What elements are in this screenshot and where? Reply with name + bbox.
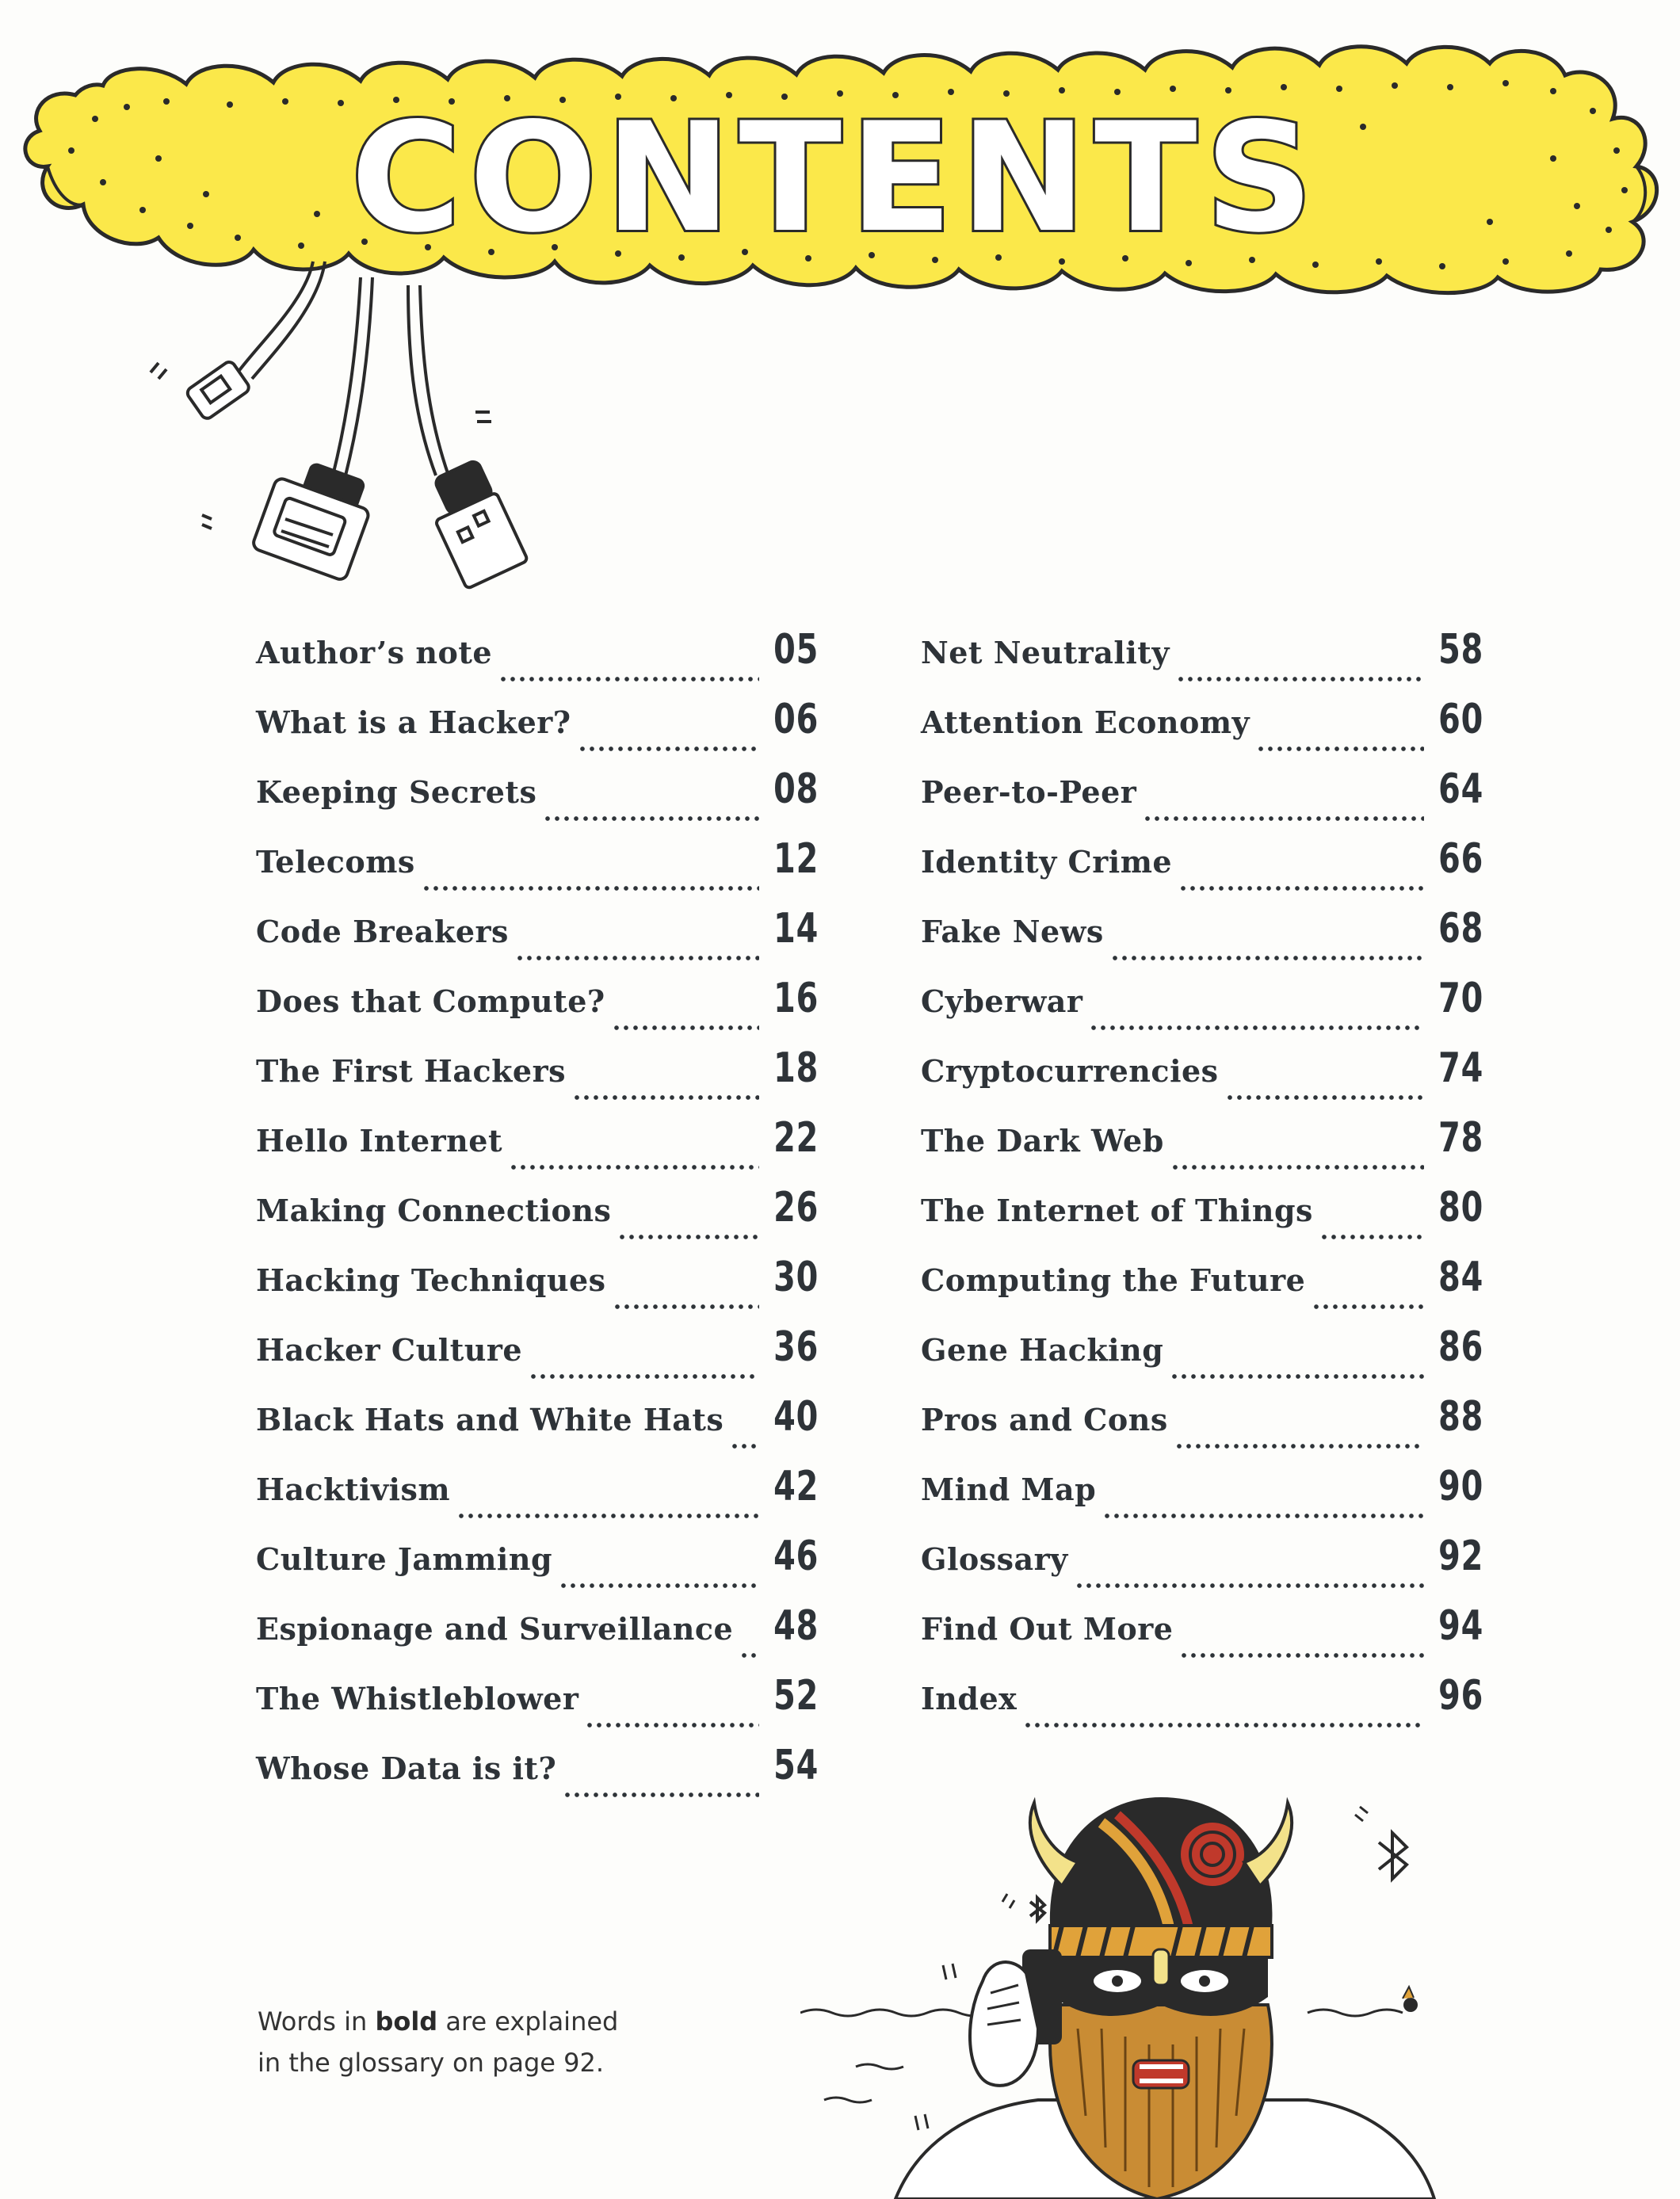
viking-hacker-illustration — [800, 1767, 1514, 2199]
toc-leader-dots — [612, 1025, 759, 1030]
toc-entry-title: Gene Hacking — [921, 1332, 1164, 1368]
toc-entry[interactable] — [256, 696, 819, 765]
toc-entry[interactable] — [256, 765, 819, 835]
toc-entry-page: 18 — [773, 1044, 819, 1092]
toc-entry[interactable] — [256, 1254, 819, 1323]
hand — [970, 1962, 1038, 2086]
toc-entry-page: 08 — [773, 765, 819, 813]
toc-entry-title: Keeping Secrets — [256, 774, 537, 810]
toc-entry[interactable] — [921, 1114, 1483, 1184]
toc-entry[interactable] — [256, 1393, 819, 1463]
toc-entry[interactable] — [921, 1672, 1483, 1742]
toc-entry[interactable] — [256, 1323, 819, 1393]
toc-leader-dots — [1143, 816, 1424, 821]
toc-entry-title: Computing the Future — [921, 1262, 1306, 1298]
toc-entry[interactable] — [921, 696, 1483, 765]
toc-entry-page: 78 — [1438, 1114, 1483, 1162]
toc-entry-title: The Dark Web — [921, 1123, 1164, 1159]
toc-entry[interactable] — [256, 1463, 819, 1533]
toc-entry-page: 96 — [1438, 1672, 1483, 1720]
ethernet-plug-icon — [151, 360, 251, 421]
toc-entry-title: Cyberwar — [921, 983, 1083, 1019]
cables — [238, 262, 449, 475]
toc-leader-dots — [1256, 746, 1424, 751]
toc-entry-title: Index — [921, 1681, 1018, 1716]
toc-leader-dots — [730, 1444, 759, 1449]
toc-entry-title: Culture Jamming — [256, 1541, 553, 1577]
toc-leader-dots — [739, 1653, 759, 1658]
toc-entry-title: Fake News — [921, 914, 1104, 949]
toc-entry-title: Pros and Cons — [921, 1402, 1168, 1437]
toc-entry-title: The Whistleblower — [256, 1681, 579, 1716]
toc-leader-dots — [559, 1583, 759, 1588]
toc-entry-page: 58 — [1438, 626, 1483, 674]
toc-entry[interactable] — [256, 1184, 819, 1254]
toc-entry-page: 22 — [773, 1114, 819, 1162]
toc-entry-title: Hacktivism — [256, 1472, 451, 1507]
toc-entry-page: 86 — [1438, 1323, 1483, 1371]
toc-entry-page: 70 — [1438, 975, 1483, 1022]
toc-leader-dots — [1170, 1374, 1424, 1379]
toc-entry[interactable] — [921, 1533, 1483, 1602]
toc-entry[interactable] — [256, 1533, 819, 1602]
toc-entry-page: 36 — [773, 1323, 819, 1371]
toc-entry-title: Code Breakers — [256, 914, 509, 949]
toc-entry[interactable] — [921, 626, 1483, 696]
toc-entry-page: 84 — [1438, 1254, 1483, 1301]
toc-entry-page: 74 — [1438, 1044, 1483, 1092]
toc-entry[interactable] — [256, 1672, 819, 1742]
glossary-footnote — [258, 2001, 670, 2083]
toc-leader-dots — [585, 1723, 759, 1728]
toc-leader-dots — [1170, 1165, 1424, 1170]
toc-entry-page: 52 — [773, 1672, 819, 1720]
toc-entry[interactable] — [921, 1044, 1483, 1114]
toc-entry-page: 30 — [773, 1254, 819, 1301]
toc-entry-title: Glossary — [921, 1541, 1068, 1577]
toc-entry-title: The First Hackers — [256, 1053, 567, 1089]
toc-entry-page: 88 — [1438, 1393, 1483, 1441]
toc-entry[interactable] — [921, 1184, 1483, 1254]
toc-entry-page: 42 — [773, 1463, 819, 1510]
vga-plug-icon — [202, 463, 370, 581]
footnote-bold-word: bold — [375, 2006, 438, 2037]
toc-entry-title: Whose Data is it? — [256, 1750, 557, 1786]
toc-entry[interactable] — [921, 1254, 1483, 1323]
toc-entry-title: Identity Crime — [921, 844, 1173, 880]
toc-leader-dots — [1319, 1235, 1424, 1239]
toc-entry-page: 92 — [1438, 1533, 1483, 1580]
toc-entry[interactable] — [921, 1463, 1483, 1533]
toc-entry-title: Making Connections — [256, 1193, 612, 1228]
footnote-line2: in the glossary on page 92. — [258, 2048, 605, 2078]
toc-leader-dots — [1102, 1514, 1424, 1518]
toc-entry-title: Attention Economy — [921, 704, 1250, 740]
toc-entry[interactable] — [256, 975, 819, 1044]
toc-entry-title: Net Neutrality — [921, 635, 1170, 670]
toc-entry-title: Telecoms — [256, 844, 415, 880]
toc-entry[interactable] — [921, 1602, 1483, 1672]
footnote-prefix: Words in — [258, 2006, 376, 2037]
toc-leader-dots — [1089, 1025, 1423, 1030]
toc-entry-page: 05 — [773, 626, 819, 674]
toc-entry-page: 64 — [1438, 765, 1483, 813]
toc-leader-dots — [1023, 1723, 1424, 1728]
toc-leader-dots — [509, 1165, 759, 1170]
toc-entry-page: 90 — [1438, 1463, 1483, 1510]
toc-leader-dots — [617, 1235, 758, 1239]
toc-entry[interactable] — [256, 1114, 819, 1184]
toc-entry-title: Hacking Techniques — [256, 1262, 606, 1298]
toc-entry-page: 06 — [773, 696, 819, 743]
toc-leader-dots — [563, 1792, 759, 1797]
toc-entry-page: 60 — [1438, 696, 1483, 743]
toc-entry[interactable] — [921, 975, 1483, 1044]
toc-entry[interactable] — [256, 835, 819, 905]
toc-entry-page: 12 — [773, 835, 819, 883]
toc-entry-page: 46 — [773, 1533, 819, 1580]
toc-entry-page: 80 — [1438, 1184, 1483, 1231]
toc-leader-dots — [613, 1304, 759, 1309]
toc-entry[interactable] — [256, 626, 819, 696]
toc-entry[interactable] — [921, 1393, 1483, 1463]
toc-entry-title: Cryptocurrencies — [921, 1053, 1219, 1089]
toc-leader-dots — [1075, 1583, 1424, 1588]
usb-plug-icon — [433, 412, 528, 589]
header-illustration — [0, 0, 1680, 602]
toc-entry-title: What is a Hacker? — [256, 704, 571, 740]
toc-entry[interactable] — [921, 905, 1483, 975]
toc-leader-dots — [1176, 677, 1424, 681]
toc-entry[interactable] — [921, 765, 1483, 835]
toc-entry-title: Does that Compute? — [256, 983, 605, 1019]
toc-leader-dots — [1174, 1444, 1424, 1449]
toc-leader-dots — [543, 816, 759, 821]
toc-entry-page: 48 — [773, 1602, 819, 1650]
toc-right-column — [921, 626, 1483, 1742]
toc-leader-dots — [1225, 1095, 1424, 1100]
toc-entry-page: 26 — [773, 1184, 819, 1231]
toc-entry[interactable] — [921, 1323, 1483, 1393]
toc-entry-page: 54 — [773, 1742, 819, 1789]
toc-entry-page: 94 — [1438, 1602, 1483, 1650]
toc-entry-title: Black Hats and White Hats — [256, 1402, 724, 1437]
toc-entry[interactable] — [256, 1602, 819, 1672]
toc-leader-dots — [1312, 1304, 1424, 1309]
toc-leader-dots — [529, 1374, 759, 1379]
toc-leader-dots — [578, 746, 759, 751]
contents-title: CONTENTS — [350, 90, 1322, 265]
toc-leader-dots — [498, 677, 759, 681]
toc-entry-title: Hacker Culture — [256, 1332, 523, 1368]
toc-entry-title: Espionage and Surveillance — [256, 1611, 734, 1647]
toc-entry-title: Find Out More — [921, 1611, 1174, 1647]
toc-entry[interactable] — [256, 905, 819, 975]
toc-leader-dots — [422, 886, 759, 891]
toc-leader-dots — [456, 1514, 759, 1518]
toc-leader-dots — [1178, 886, 1424, 891]
toc-entry-title: Mind Map — [921, 1472, 1097, 1507]
toc-entry-title: Hello Internet — [256, 1123, 503, 1159]
toc-leader-dots — [572, 1095, 759, 1100]
footnote-line1-suffix: are explained — [437, 2006, 619, 2037]
toc-entry-page: 68 — [1438, 905, 1483, 953]
toc-entry-page: 14 — [773, 905, 819, 953]
toc-leader-dots — [1179, 1653, 1423, 1658]
toc-entry-title: Peer-to-Peer — [921, 774, 1137, 810]
toc-entry[interactable] — [256, 1044, 819, 1114]
toc-entry-title: Author’s note — [256, 635, 493, 670]
toc-entry-title: The Internet of Things — [921, 1193, 1313, 1228]
toc-entry-page: 66 — [1438, 835, 1483, 883]
toc-leader-dots — [515, 956, 759, 960]
toc-entry[interactable] — [921, 835, 1483, 905]
toc-entry[interactable] — [256, 1742, 819, 1812]
swimmer-icon — [1403, 1987, 1418, 2012]
toc-entry-page: 16 — [773, 975, 819, 1022]
toc-leader-dots — [1110, 956, 1424, 960]
toc-left-column — [256, 626, 819, 1812]
toc-entry-page: 40 — [773, 1393, 819, 1441]
